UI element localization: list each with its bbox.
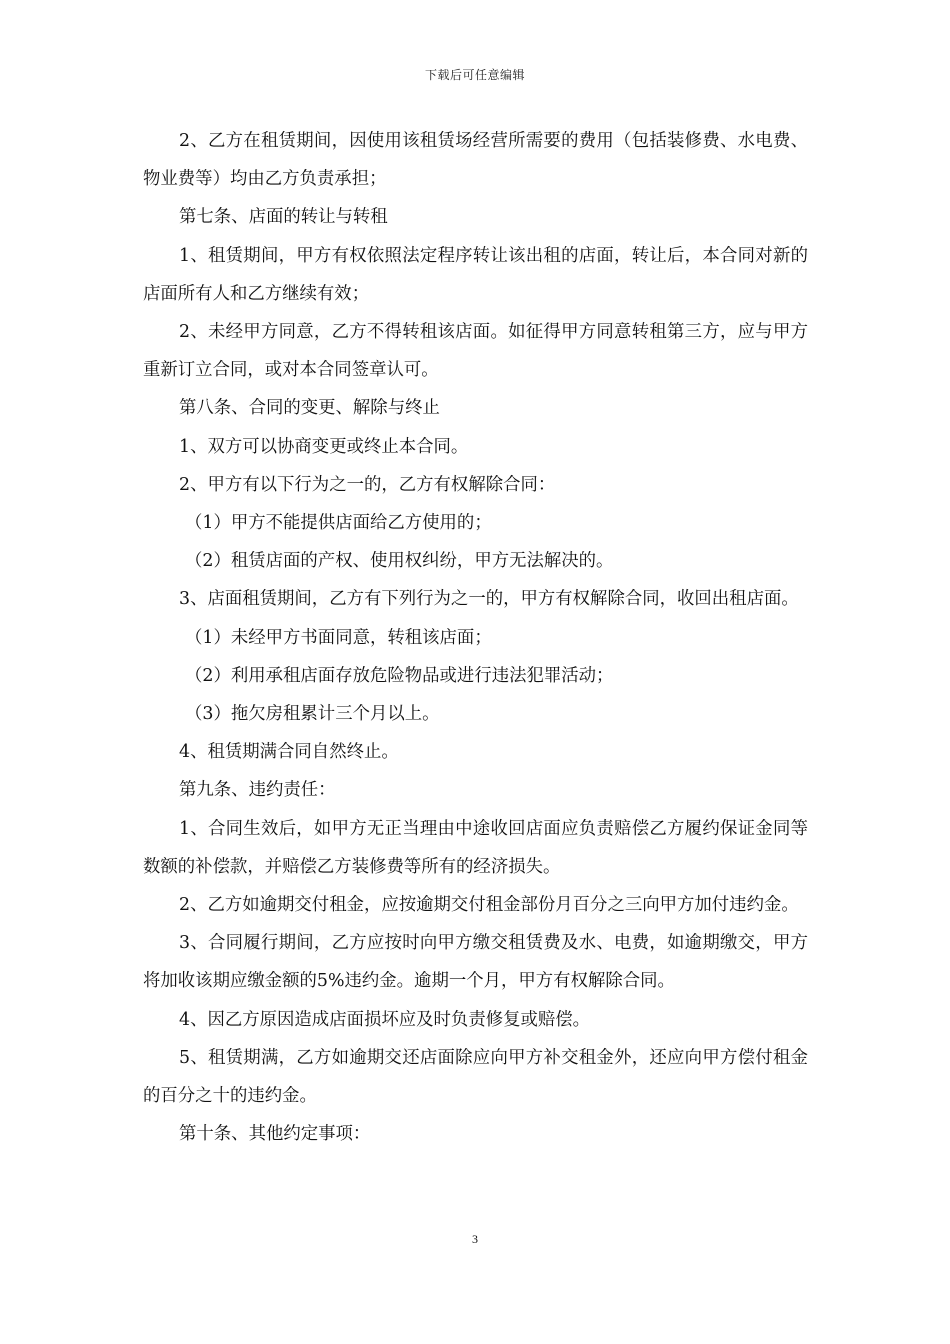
section-heading: 第九条、违约责任： [179,780,336,801]
sub-item: （2）租赁店面的产权、使用权纠纷，甲方无法解决的。 [185,551,614,572]
page-header-note: 下载后可任意编辑 [424,68,525,82]
page-number: 3 [472,1232,478,1246]
clause-paragraph: 1、租赁期间，甲方有权依照法定程序转让该出租的店面，转让后，本合同对新的店面所有人和乙方继续有效； [143,245,808,304]
clause-paragraph: 4、租赁期满合同自然终止。 [179,742,399,763]
clause-paragraph: 4、因乙方原因造成店面损坏应及时负责修复或赔偿。 [179,1009,591,1030]
clause-paragraph: 2、乙方如逾期交付租金，应按逾期交付租金部份月百分之三向甲方加付违约金。 [179,895,799,916]
sub-item: （2）利用承租店面存放危险物品或进行违法犯罪活动； [185,665,614,686]
section-heading: 第八条、合同的变更、解除与终止 [179,398,440,419]
clause-paragraph: 3、合同履行期间，乙方应按时向甲方缴交租赁费及水、电费，如逾期缴交，甲方将加收该期应缴金额的5%违约金。逾期一个月，甲方有权解除合同。 [143,933,808,992]
clause-paragraph: 1、合同生效后，如甲方无正当理由中途收回店面应负责赔偿乙方履约保证金同等数额的补偿款，并赔偿乙方装修费等所有的经济损失。 [143,818,808,877]
document-body [143,122,808,1153]
clause-paragraph: 2、乙方在租赁期间，因使用该租赁场经营所需要的费用（包括装修费、水电费、物业费等）均由乙方负责承担； [143,131,808,190]
sub-item: （1）甲方不能提供店面给乙方使用的； [185,513,492,534]
section-heading: 第十条、其他约定事项： [179,1124,371,1145]
clause-paragraph: 3、店面租赁期间，乙方有下列行为之一的，甲方有权解除合同，收回出租店面。 [179,589,799,610]
section-heading: 第七条、店面的转让与转租 [179,207,388,228]
clause-paragraph: 5、租赁期满，乙方如逾期交还店面除应向甲方补交租金外，还应向甲方偿付租金的百分之十的违约金。 [143,1047,808,1107]
clause-paragraph: 2、未经甲方同意，乙方不得转租该店面。如征得甲方同意转租第三方，应与甲方重新订立合同，或对本合同签章认可。 [143,322,808,381]
sub-item: （3）拖欠房租累计三个月以上。 [185,704,440,725]
clause-paragraph: 1、双方可以协商变更或终止本合同。 [179,436,469,457]
sub-item: （1）未经甲方书面同意，转租该店面； [185,627,492,648]
clause-paragraph: 2、甲方有以下行为之一的，乙方有权解除合同： [179,474,556,495]
